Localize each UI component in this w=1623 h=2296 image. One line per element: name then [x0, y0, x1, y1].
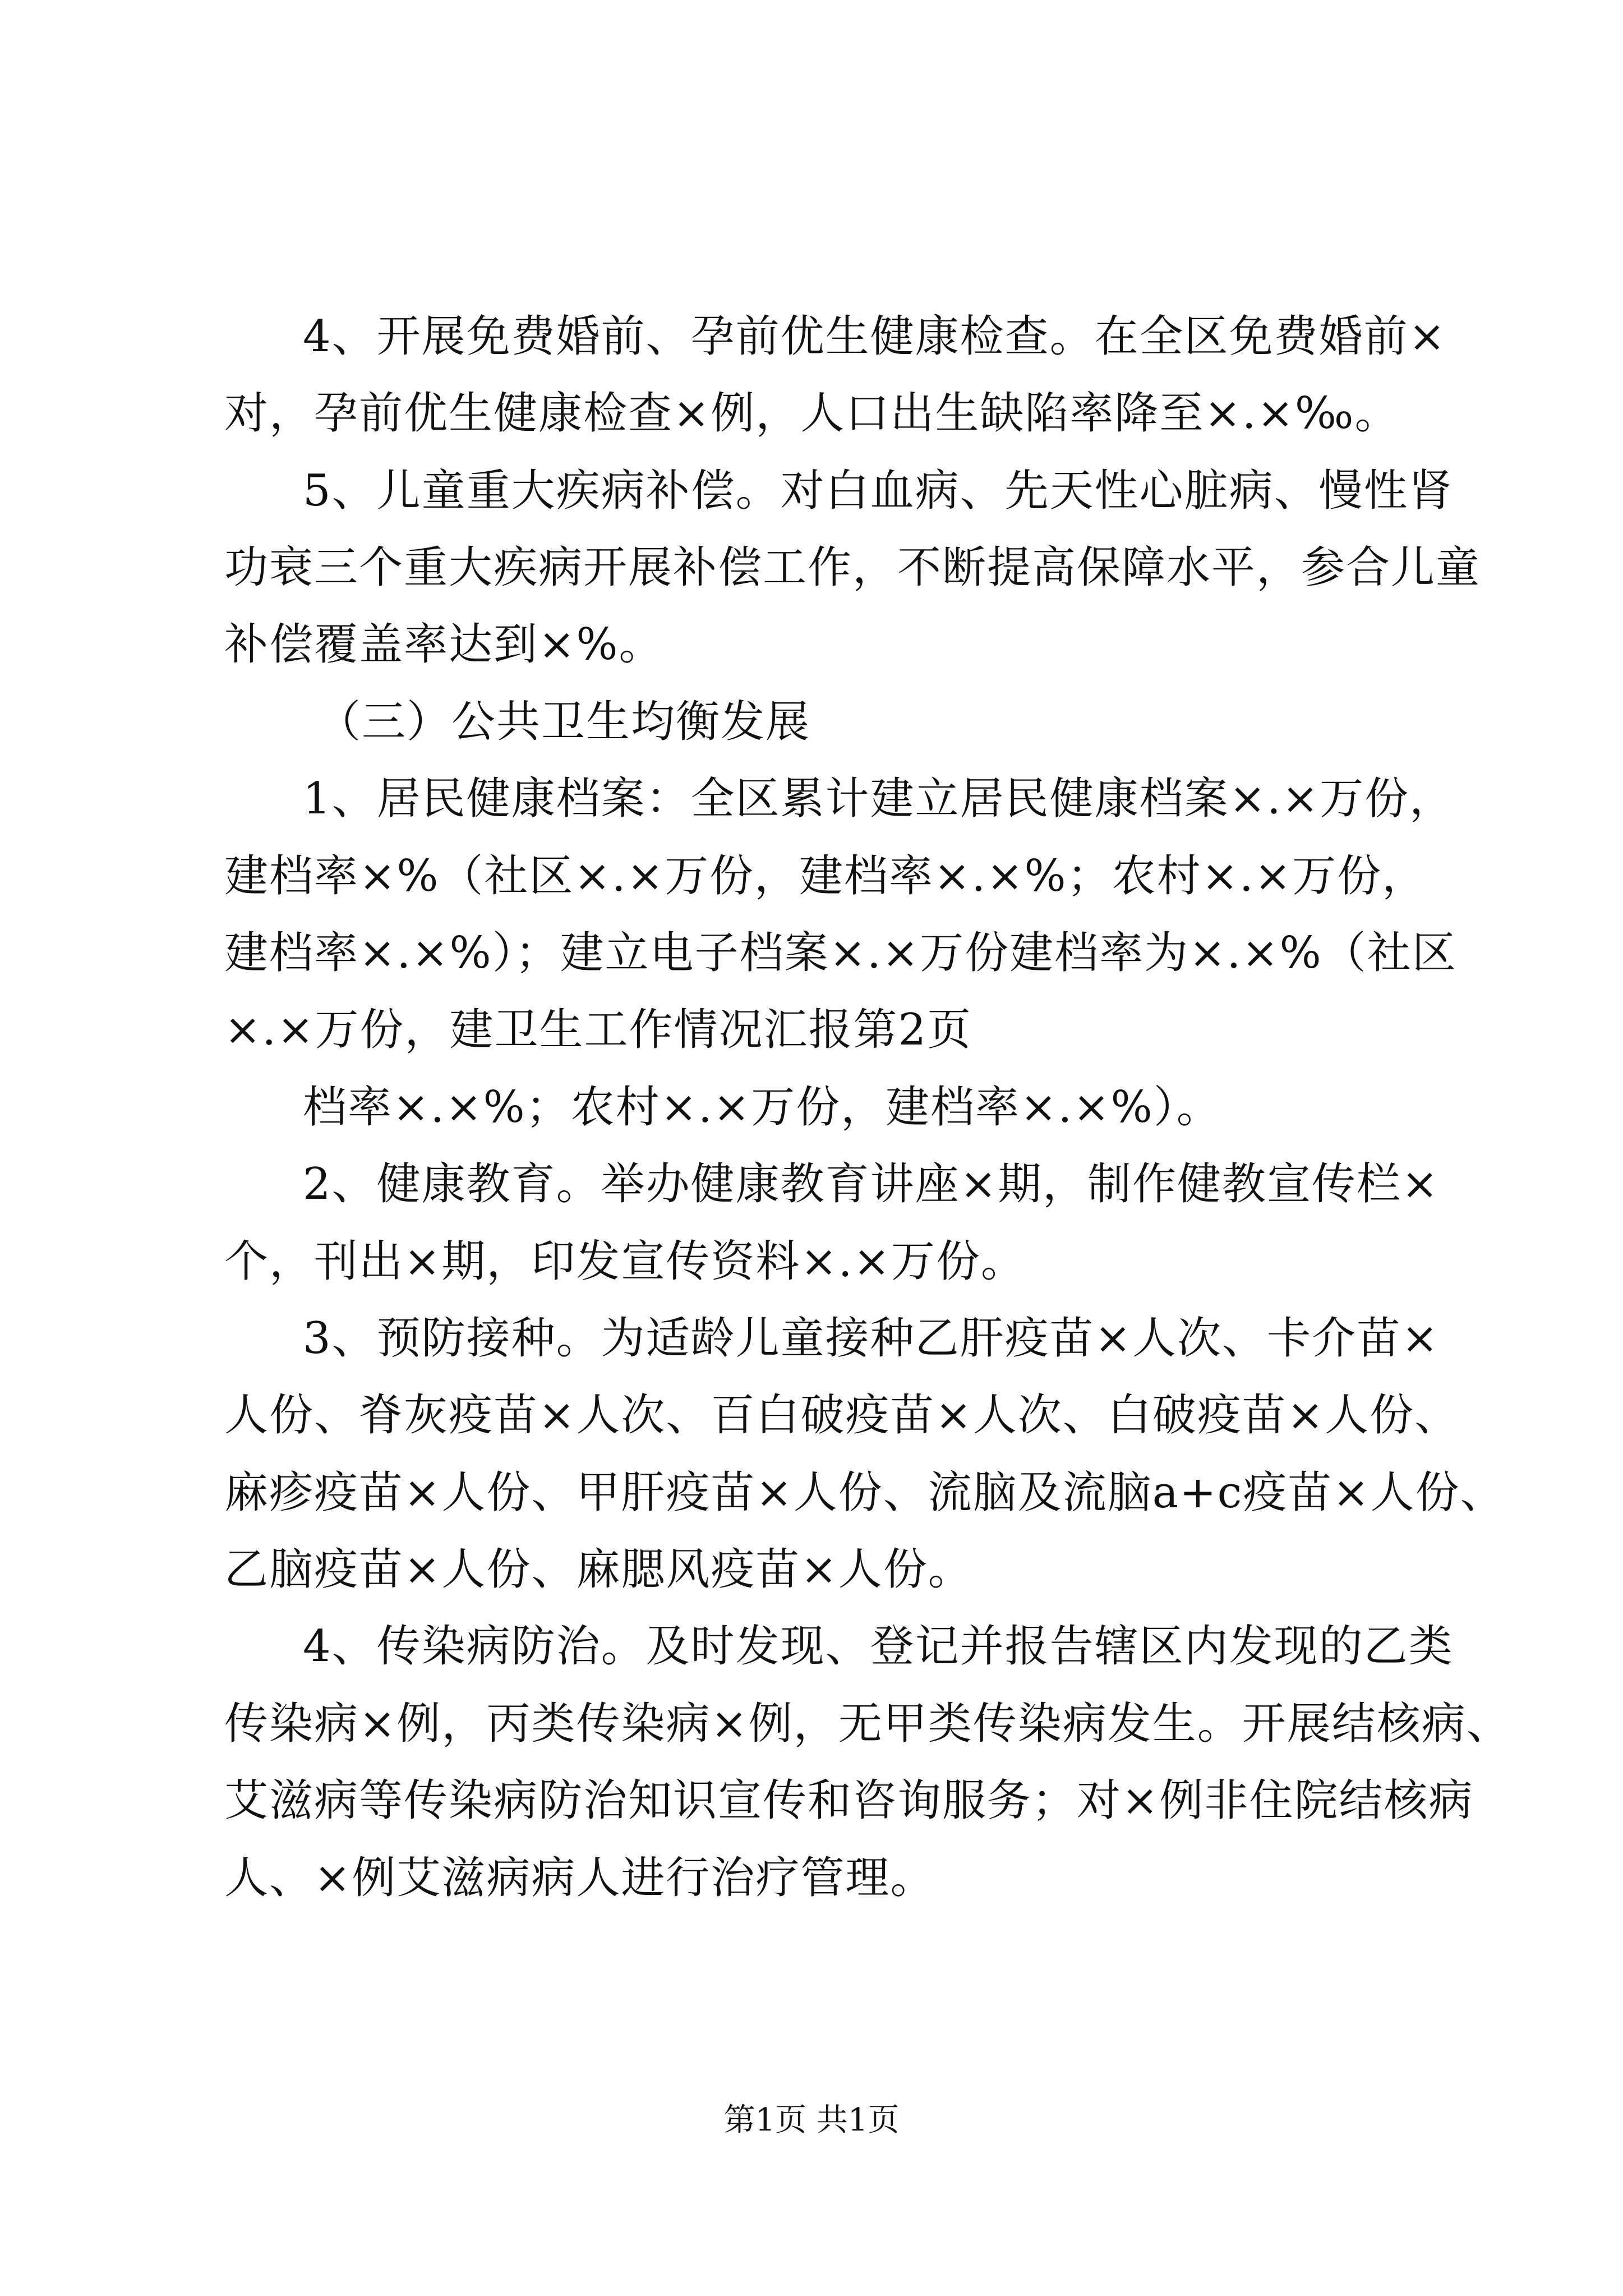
text-line: 对，孕前优生健康检查×例，人口出生缺陷率降至×.×‰。	[224, 388, 1400, 439]
text-line: 4、开展免费婚前、孕前优生健康检查。在全区免费婚前×	[303, 311, 1446, 362]
text-line: 5、儿童重大疾病补偿。对白血病、先天性心脏病、慢性肾	[303, 466, 1454, 516]
text-line: 传染病×例，丙类传染病×例，无甲类传染病发生。开展结核病、	[224, 1699, 1511, 1749]
page-footer: 第1页 共1页	[723, 2102, 900, 2138]
text-line: 1、居民健康档案：全区累计建立居民健康档案×.×万份，	[303, 774, 1455, 824]
text-line: 建档率×%（社区×.×万份，建档率×.×%；农村×.×万份，	[224, 851, 1427, 901]
text-line: 人份、脊灰疫苗×人次、百白破疫苗×人次、白破疫苗×人份、	[224, 1390, 1460, 1441]
text-line: 功衰三个重大疾病开展补偿工作，不断提高保障水平，参合儿童	[224, 542, 1481, 593]
text-line: 建档率×.×%）；建立电子档案×.×万份建档率为×.×%（社区	[224, 928, 1457, 978]
text-line: 乙脑疫苗×人份、麻腮风疫苗×人份。	[224, 1544, 973, 1595]
text-line: 艾滋病等传染病防治知识宣传和咨询服务；对×例非住院结核病	[224, 1775, 1474, 1826]
text-line: 麻疹疫苗×人份、甲肝疫苗×人份、流脑及流脑a+c疫苗×人份、	[224, 1467, 1505, 1518]
text-line: 3、预防接种。为适龄儿童接种乙肝疫苗×人次、卡介苗×	[303, 1313, 1440, 1364]
text-line: ×.×万份，建卫生工作情况汇报第2页	[224, 1005, 972, 1055]
text-line: 档率×.×%；农村×.×万份，建档率×.×%）。	[303, 1082, 1221, 1133]
text-line: 个，刊出×期，印发宣传资料×.×万份。	[224, 1236, 1026, 1287]
text-line: 人、×例艾滋病病人进行治疗管理。	[224, 1853, 935, 1903]
section-heading: （三）公共卫生均衡发展	[317, 697, 811, 747]
text-line: 2、健康教育。举办健康教育讲座×期，制作健教宣传栏×	[303, 1159, 1440, 1209]
text-line: 4、传染病防治。及时发现、登记并报告辖区内发现的乙类	[303, 1621, 1454, 1672]
text-line: 补偿覆盖率达到×%。	[224, 619, 664, 670]
